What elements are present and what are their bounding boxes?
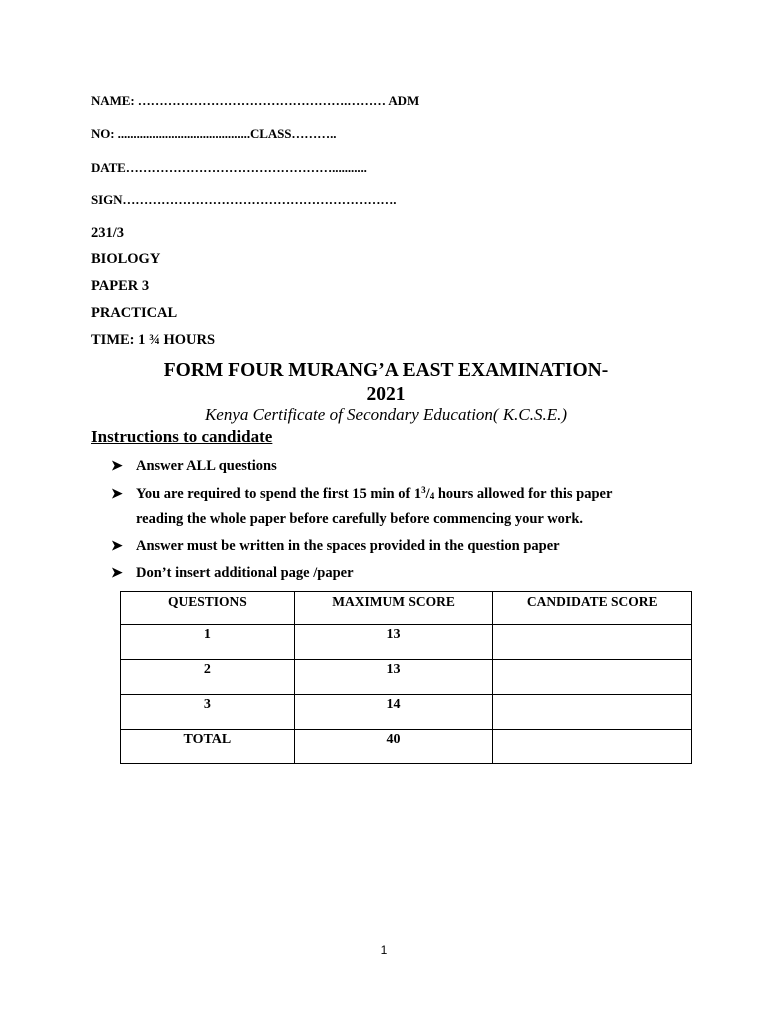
instruction-text: Don’t insert additional page /paper <box>136 565 354 581</box>
instruction-continuation: reading the whole paper before carefully before commencing your work. <box>136 511 584 527</box>
fraction-numerator: 3 <box>421 485 426 495</box>
paper-code: 231/3 <box>91 225 125 241</box>
max-score-cell: 13 <box>294 660 493 695</box>
header-maximum-score: MAXIMUM SCORE <box>294 592 493 625</box>
instruction-text: hours allowed for this paper <box>434 486 613 502</box>
header-candidate-score: CANDIDATE SCORE <box>493 592 692 625</box>
fraction-slash: / <box>425 486 430 502</box>
paper-number: PAPER 3 <box>91 278 150 294</box>
certificate-subtitle: Kenya Certificate of Secondary Education( K.C.S.E.) <box>204 405 568 424</box>
total-max-score-cell: 40 <box>294 730 493 764</box>
question-cell: 2 <box>121 660 295 695</box>
exam-title-line1: FORM FOUR MURANG’A EAST EXAMINATION- <box>163 360 609 381</box>
instruction-item <box>111 485 612 503</box>
candidate-score-cell[interactable] <box>493 695 692 730</box>
name-adm-line: NAME: ………………………………………….……… ADM <box>91 93 420 108</box>
table-header-row <box>121 592 692 625</box>
arrow-bullet-icon: ➤ <box>111 487 123 502</box>
total-label-cell: TOTAL <box>121 730 295 764</box>
paper-type: PRACTICAL <box>91 305 178 321</box>
instruction-item <box>111 458 277 475</box>
instruction-text: Answer ALL questions <box>136 458 277 474</box>
score-table <box>120 591 692 764</box>
page-number: 1 <box>380 943 388 957</box>
date-line: DATE…………………………………………........... <box>91 160 367 175</box>
table-row <box>121 730 692 764</box>
instruction-item <box>111 538 560 555</box>
table-row <box>121 625 692 660</box>
candidate-score-cell[interactable] <box>493 625 692 660</box>
table-row <box>121 695 692 730</box>
table-row <box>121 660 692 695</box>
total-candidate-score-cell[interactable] <box>493 730 692 764</box>
instruction-item <box>111 565 354 582</box>
fraction-denominator: 4 <box>429 491 435 501</box>
instructions-heading: Instructions to candidate <box>91 427 273 446</box>
arrow-bullet-icon: ➤ <box>111 459 123 474</box>
max-score-cell: 14 <box>294 695 493 730</box>
sign-line: SIGN………………………………………………………. <box>91 192 397 207</box>
header-questions: QUESTIONS <box>121 592 295 625</box>
exam-title-line2: 2021 <box>366 384 406 405</box>
candidate-score-cell[interactable] <box>493 660 692 695</box>
arrow-bullet-icon: ➤ <box>111 566 123 581</box>
exam-time: TIME: 1 ¾ HOURS <box>91 332 216 348</box>
question-cell: 3 <box>121 695 295 730</box>
no-class-line: NO: ..........................................CLASS……….. <box>91 126 337 141</box>
question-cell: 1 <box>121 625 295 660</box>
max-score-cell: 13 <box>294 625 493 660</box>
instruction-text: You are required to spend the first 15 min of 1 <box>136 486 422 502</box>
instruction-text: Answer must be written in the spaces provided in the question paper <box>136 538 560 554</box>
arrow-bullet-icon: ➤ <box>111 539 123 554</box>
subject: BIOLOGY <box>91 251 161 267</box>
